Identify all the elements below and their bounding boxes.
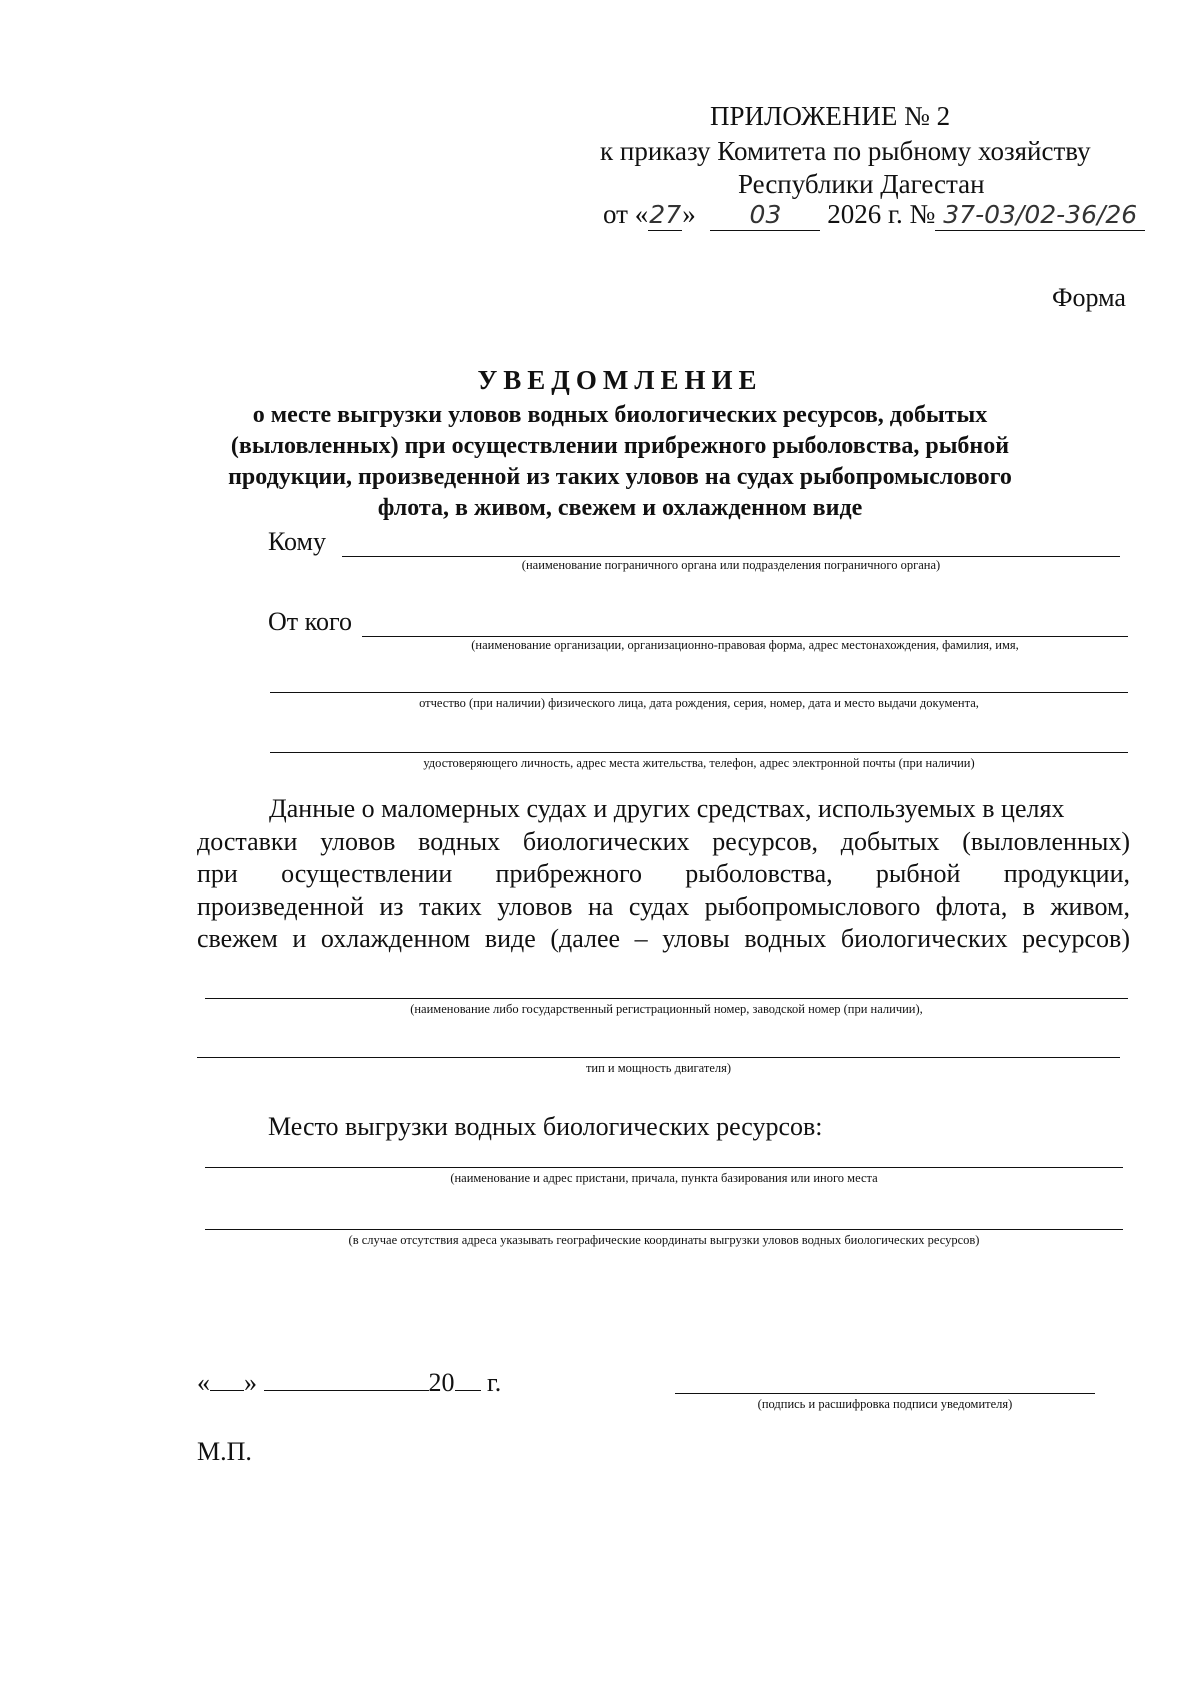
date-open-quote: «: [197, 1368, 210, 1397]
appendix-order-line: к приказу Комитета по рыбному хозяйству: [600, 136, 1091, 166]
place-field-line-2[interactable]: [205, 1229, 1123, 1230]
from-caption-3: удостоверяющего личность, адрес места жительства, телефон, адрес электронной почты (при наличии): [423, 756, 975, 770]
order-year-number-label: 2026 г. №: [827, 199, 936, 229]
vessels-line: произведенной из таких уловов на судах рыбопромыслового флота, в живом,: [197, 891, 1130, 921]
to-label: Кому: [268, 527, 327, 556]
vessels-paragraph: [197, 793, 1130, 956]
stamp-placeholder: М.П.: [197, 1437, 252, 1466]
to-caption: (наименование пограничного органа или подразделения пограничного органа): [521, 558, 941, 572]
form-label: Форма: [1052, 283, 1126, 312]
vessels-field-line-1[interactable]: [205, 998, 1128, 999]
to-field-line[interactable]: [342, 556, 1120, 557]
date-year-field[interactable]: [455, 1390, 481, 1391]
order-number: 37-03/02-36/26: [935, 200, 1145, 231]
date-close-quote: »: [244, 1368, 257, 1397]
vessels-line: при осуществлении прибрежного рыболовства, рыбной продукции,: [197, 859, 1130, 888]
date-year-suffix: г.: [487, 1368, 502, 1397]
vessels-caption-2: тип и мощность двигателя): [585, 1061, 732, 1075]
signature-field-line[interactable]: [675, 1393, 1095, 1394]
vessels-line: Данные о маломерных судах и других средствах, используемых в целях: [269, 794, 1065, 823]
from-field-line-2[interactable]: [270, 692, 1128, 693]
appendix-title: ПРИЛОЖЕНИЕ № 2: [710, 101, 951, 131]
signature-date: [197, 1368, 501, 1398]
place-label: Место выгрузки водных биологических ресурсов:: [268, 1112, 823, 1141]
date-day-close: »: [682, 199, 696, 229]
vessels-line: доставки уловов водных биологических ресурсов, добытых (выловленных): [197, 826, 1130, 856]
order-day: 27: [649, 200, 682, 229]
from-caption-2: отчество (при наличии) физического лица, дата рождения, серия, номер, дата и место выдачи документа,: [419, 696, 979, 710]
appendix-date-line: [603, 198, 1145, 231]
vessels-line: свежем и охлажденном виде (далее – уловы водных биологических ресурсов): [197, 924, 1130, 953]
from-label: От кого: [268, 607, 352, 636]
subtitle-line: флота, в живом, свежем и охлажденном виде: [377, 495, 863, 521]
document-title: УВЕДОМЛЕНИЕ: [477, 365, 763, 395]
subtitle-line: о месте выгрузки уловов водных биологических ресурсов, добытых: [252, 402, 988, 428]
place-caption-1: (наименование и адрес пристани, причала, пункта базирования или иного места: [450, 1171, 878, 1185]
date-month-field[interactable]: [264, 1390, 429, 1391]
subtitle-line: (выловленных) при осуществлении прибрежного рыболовства, рыбной: [230, 433, 1010, 459]
place-caption-2: (в случае отсутствия адреса указывать географические координаты выгрузки уловов водных биологических ресурсов): [348, 1233, 980, 1247]
order-month: 03: [710, 200, 820, 231]
subtitle-line: продукции, произведенной из таких уловов на судах рыбопромыслового: [228, 464, 1012, 490]
from-caption-1: (наименование организации, организационно-правовая форма, адрес местонахождения, фамилия, имя,: [471, 638, 1019, 652]
vessels-field-line-2[interactable]: [197, 1057, 1120, 1058]
document-subtitle: [180, 400, 1060, 524]
date-year-prefix: 20: [428, 1368, 455, 1397]
appendix-republic-line: Республики Дагестан: [738, 169, 985, 199]
vessels-caption-1: (наименование либо государственный регистрационный номер, заводской номер (при наличии),: [410, 1002, 923, 1016]
date-prefix: от «: [603, 199, 649, 229]
place-field-line-1[interactable]: [205, 1167, 1123, 1168]
from-field-line-1[interactable]: [362, 636, 1128, 637]
signature-caption: (подпись и расшифровка подписи уведомителя): [757, 1397, 1013, 1411]
date-day-field[interactable]: [210, 1390, 244, 1391]
from-field-line-3[interactable]: [270, 752, 1128, 753]
